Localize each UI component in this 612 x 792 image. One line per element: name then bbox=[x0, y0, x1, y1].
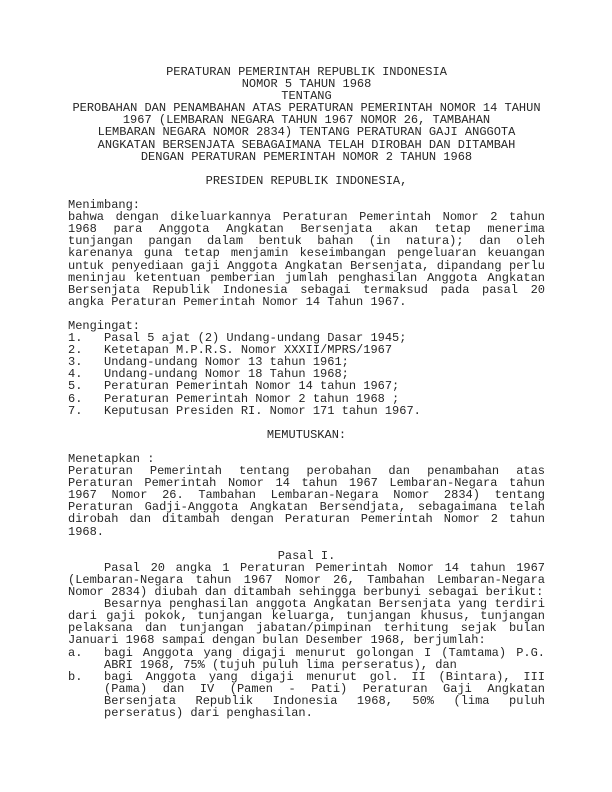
pasal-1-paragraph-line: Januari 1968 sampai dengan bulan Desember 1968, berjumlah: bbox=[68, 633, 486, 648]
title-line: PEROBAHAN DAN PENAMBAHAN ATAS PERATURAN PEMERINTAH NOMOR 14 TAHUN bbox=[72, 101, 541, 116]
menimbang-paragraph-line: karenanya guna tetap menjamin keseimbangan pengeluaran keuangan bbox=[68, 246, 545, 261]
list-marker: 5. bbox=[68, 379, 83, 394]
menimbang-label: Menimbang: bbox=[68, 198, 141, 213]
pasal-1-item-line: (Pama) dan IV (Pamen - Pati) Peraturan Gaji Angkatan bbox=[104, 681, 545, 696]
title-block bbox=[68, 66, 545, 163]
mengingat-item-line: Undang-undang Nomor 18 Tahun 1968; bbox=[104, 367, 349, 382]
menimbang-paragraph-line: Bersenjata Republik Indonesia sebagai termaksud pada pasal 20 bbox=[68, 282, 545, 297]
mengingat-label: Mengingat: bbox=[68, 318, 141, 333]
pasal-1-item-line: Bersenjata Republik Indonesia 1968, 50% (lima puluh bbox=[104, 693, 545, 708]
document-content bbox=[68, 66, 545, 719]
pasal-1-paragraph-line: Pasal 20 angka 1 Peraturan Pemerintah Nomor 14 tahun 1967 bbox=[104, 560, 545, 575]
title-line: NOMOR 5 TAHUN 1968 bbox=[241, 77, 372, 92]
menimbang-paragraph bbox=[68, 211, 545, 308]
mengingat-item-line: Peraturan Pemerintah Nomor 2 tahun 1968 ; bbox=[104, 391, 400, 406]
list-marker: 7. bbox=[68, 403, 83, 418]
pasal-1-item-line: bagi Anggota yang digaji menurut golongan I (Tamtama) P.G. bbox=[104, 645, 545, 660]
list-item bbox=[68, 380, 545, 392]
pasal-1-section bbox=[68, 550, 545, 719]
list-marker: a. bbox=[68, 645, 83, 660]
mengingat-item-line: Undang-undang Nomor 13 tahun 1961; bbox=[104, 355, 349, 370]
menimbang-section bbox=[68, 199, 545, 308]
mengingat-item-line: Pasal 5 ajat (2) Undang-undang Dasar 1945; bbox=[104, 331, 407, 346]
menetapkan-section bbox=[68, 453, 545, 538]
title-line: LEMBARAN NEGARA NOMOR 2834) TENTANG PERATURAN GAJI ANGGOTA bbox=[97, 125, 516, 140]
pasal-1-paragraph-line: Besarnya penghasilan anggota Angkatan Bersenjata yang terdiri bbox=[104, 597, 545, 612]
title-line: ANGKATAN BERSENJATA SEBAGAIMANA TELAH DIROBAH DAN DITAMBAH bbox=[97, 137, 516, 152]
pasal-1-paragraph-line: Nomor 2834) diubah dan ditambah sehingga berbunyi sebagai berikut: bbox=[68, 585, 544, 600]
list-marker: b. bbox=[68, 669, 83, 684]
gap bbox=[68, 538, 545, 550]
list-marker: 1. bbox=[68, 331, 83, 346]
memutuskan-heading: MEMUTUSKAN: bbox=[266, 427, 347, 442]
list-item-text bbox=[104, 393, 545, 405]
menimbang-paragraph-line: bahwa dengan dikeluarkannya Peraturan Pemerintah Nomor 2 tahun bbox=[68, 210, 545, 225]
menetapkan-paragraph-line: 1968. bbox=[68, 524, 105, 539]
pasal-1-paragraph-line: (Lembaran-Negara tahun 1967 Nomor 26, Tambahan Lembaran-Negara bbox=[68, 572, 545, 587]
menimbang-paragraph-line: 1968 para Anggota Angkatan Bersenjata akan tetap menerima bbox=[68, 222, 545, 237]
pasal-1-heading: Pasal I. bbox=[277, 548, 336, 563]
menimbang-paragraph-line: meninjau ketentuan pemberian jumlah penghasilan Anggota Angkatan bbox=[68, 270, 545, 285]
list-item bbox=[68, 393, 545, 405]
list-item-text bbox=[104, 671, 545, 719]
mengingat-item-line: Keputusan Presiden RI. Nomor 171 tahun 1967. bbox=[104, 403, 421, 418]
menetapkan-paragraph-line: 1967 Nomor 26. Tambahan Lembaran-Negara Nomor 2834) tentang bbox=[68, 488, 545, 503]
title-line: PERATURAN PEMERINTAH REPUBLIK INDONESIA bbox=[166, 65, 447, 79]
list-marker: 4. bbox=[68, 367, 83, 382]
pasal-1-list bbox=[68, 647, 545, 720]
pasal-1-item-line: bagi Anggota yang digaji menurut gol. II (Bintara), III bbox=[104, 669, 545, 684]
list-item bbox=[68, 405, 545, 417]
mengingat-item-line: Peraturan Pemerintah Nomor 14 tahun 1967; bbox=[104, 379, 400, 394]
list-item bbox=[68, 647, 545, 671]
menetapkan-paragraph-line: dirobah dan ditambah dengan Peraturan Pemerintah Nomor 2 tahun bbox=[68, 512, 545, 527]
menetapkan-paragraph-line: Peraturan Pemerintah Nomor 14 tahun 1967 Lembaran-Negara tahun bbox=[68, 476, 545, 491]
title-line: TENTANG bbox=[281, 89, 332, 104]
menimbang-paragraph-line: untuk penyediaan gaji Anggota Angkatan Bersenjata, dipandang perlu bbox=[68, 258, 545, 273]
list-item-text bbox=[104, 647, 545, 671]
gap bbox=[68, 417, 545, 429]
list-marker: 6. bbox=[68, 391, 83, 406]
list-item-text bbox=[104, 405, 545, 417]
pasal-1-item-line: ABRI 1968, 75% (tujuh puluh lima perseratus), dan bbox=[104, 657, 457, 672]
mengingat-item-line: Ketetapan M.P.R.S. Nomor XXXII/MPRS/1967 bbox=[104, 343, 393, 358]
pasal-1-paragraph-line: dari gaji pokok, tunjangan keluarga, tunjangan khusus, tunjangan bbox=[68, 609, 545, 624]
list-item bbox=[68, 671, 545, 719]
menimbang-paragraph-line: tunjangan pangan dalam bentuk bahan (in natura); dan oleh bbox=[68, 234, 545, 249]
list-marker: 2. bbox=[68, 343, 83, 358]
list-marker: 3. bbox=[68, 355, 83, 370]
list-item-text bbox=[104, 380, 545, 392]
pasal-1-paragraph-2 bbox=[68, 598, 545, 646]
pasal-1-paragraph-line: pelaksana dan tunjangan jabatan/pimpinan terhitung sejak bulan bbox=[68, 621, 545, 636]
menetapkan-paragraph bbox=[68, 465, 545, 538]
menetapkan-paragraph-line: Peraturan Pemerintah tentang perobahan dan penambahan atas bbox=[68, 464, 545, 479]
menimbang-paragraph-line: angka Peraturan Pemerintah Nomor 14 Tahun 1967. bbox=[68, 294, 407, 309]
mengingat-section bbox=[68, 320, 545, 417]
pasal-1-paragraph-1 bbox=[68, 562, 545, 598]
title-line: DENGAN PERATURAN PEMERINTAH NOMOR 2 TAHUN 1968 bbox=[140, 149, 473, 164]
mengingat-list bbox=[68, 332, 545, 417]
menetapkan-label: Menetapkan : bbox=[68, 452, 155, 466]
title-line: 1967 (LEMBARAN NEGARA TAHUN 1967 NOMOR 26, TAMBAHAN bbox=[122, 113, 491, 128]
issuer-heading: PRESIDEN REPUBLIK INDONESIA, bbox=[205, 173, 408, 188]
menetapkan-paragraph-line: Peraturan Gadji-Anggota Angkatan Bersendjata, sebagaimana telah bbox=[68, 500, 545, 515]
pasal-1-item-line: perseratus) dari penghasilan. bbox=[104, 705, 313, 720]
